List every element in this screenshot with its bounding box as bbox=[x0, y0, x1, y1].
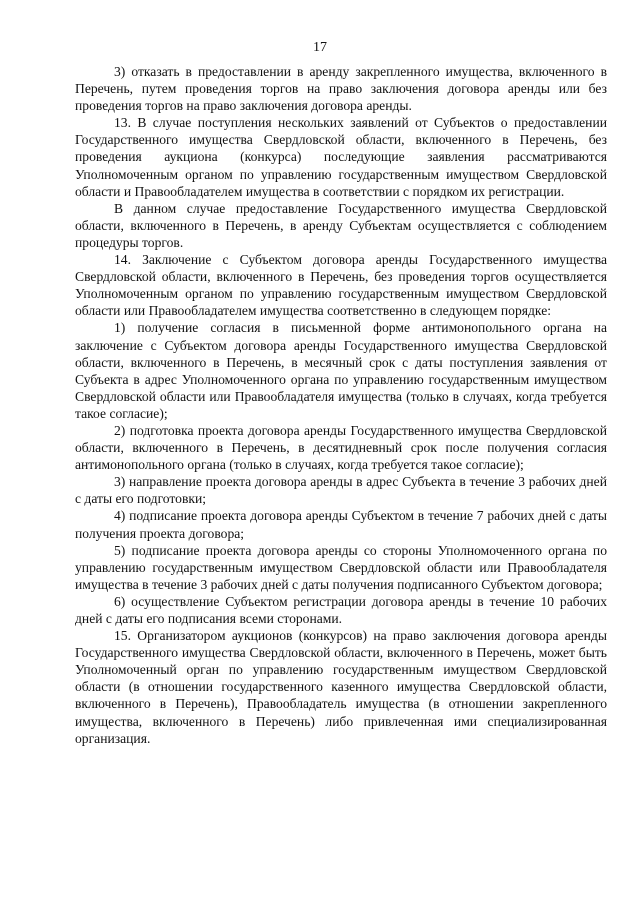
paragraph-14-item-3: 3) направление проекта договора аренды в адрес Субъекта в течение 3 рабочих дней с даты его подготовки; bbox=[75, 474, 607, 507]
paragraph-14-item-1: 1) получение согласия в письменной форме антимонопольного органа на заключение с Субъектом договора аренды Государственного имущества Свердловской области, включенного в Перечень, в месячный срок с даты поступления заявления от Субъекта в адрес Уполномоченного органа по управлению государственным имуществом Свердловской области или Правообладателя имущества (только в случаях, когда требуется такое согласие); bbox=[75, 320, 607, 421]
paragraph-14: 14. Заключение с Субъектом договора аренды Государственного имущества Свердловской области, включенного в Перечень, без проведения торгов осуществляется Уполномоченным органом по управлению государственным имуществом Свердловской области или Правообладателем имущества соответственно в следующем порядке: bbox=[75, 252, 607, 319]
paragraph-14-item-2: 2) подготовка проекта договора аренды Государственного имущества Свердловской области, включенного в Перечень, в десятидневный срок после получения согласия антимонопольного органа (только в случаях, когда требуется такое согласие); bbox=[75, 422, 607, 473]
paragraph-13-continuation: В данном случае предоставление Государственного имущества Свердловской области, включенного в Перечень, в аренду Субъектам осуществляется с соблюдением процедуры торгов. bbox=[75, 200, 607, 250]
paragraph-14-item-6: 6) осуществление Субъектом регистрации договора аренды в течение 10 рабочих дней с даты его подписания всеми сторонами. bbox=[75, 593, 607, 626]
paragraph-13: 13. В случае поступления нескольких заявлений от Субъектов о предоставлении Государственного имущества Свердловской области, включенного в Перечень, без проведения аукциона (конкурса) последующие заявления рассматриваются Уполномоченным органом по управлению государственным имуществом Свердловской области и Правообладателем имущества в соответствии с порядком их регистрации. bbox=[75, 115, 607, 199]
paragraph-14-item-4: 4) подписание проекта договора аренды Субъектом в течение 7 рабочих дней с даты получения проекта договора; bbox=[75, 508, 607, 541]
paragraph-15: 15. Организатором аукционов (конкурсов) на право заключения договора аренды Государственного имущества Свердловской области, включенного в Перечень, может быть Уполномоченный орган по управлению государственным имуществом Свердловской области (в отношении государственного казенного имущества Свердловской области, включенного в Перечень), Правообладатель имущества (в отношении закрепленного имущества, включенного в Перечень) либо привлеченная ими специализированная организация. bbox=[75, 628, 607, 746]
document-body bbox=[75, 63, 607, 747]
paragraph-item-3: 3) отказать в предоставлении в аренду закрепленного имущества, включенного в Перечень, путем проведения торгов на право заключения договора аренды или без проведения торгов на право заключения договора аренды. bbox=[75, 64, 607, 114]
page-number: 17 bbox=[313, 40, 327, 55]
paragraph-14-item-5: 5) подписание проекта договора аренды со стороны Уполномоченного органа по управлению государственным имуществом Свердловской области или Правообладателя имущества в течение 3 рабочих дней с даты получения подписанного Субъектом договора; bbox=[75, 542, 607, 592]
